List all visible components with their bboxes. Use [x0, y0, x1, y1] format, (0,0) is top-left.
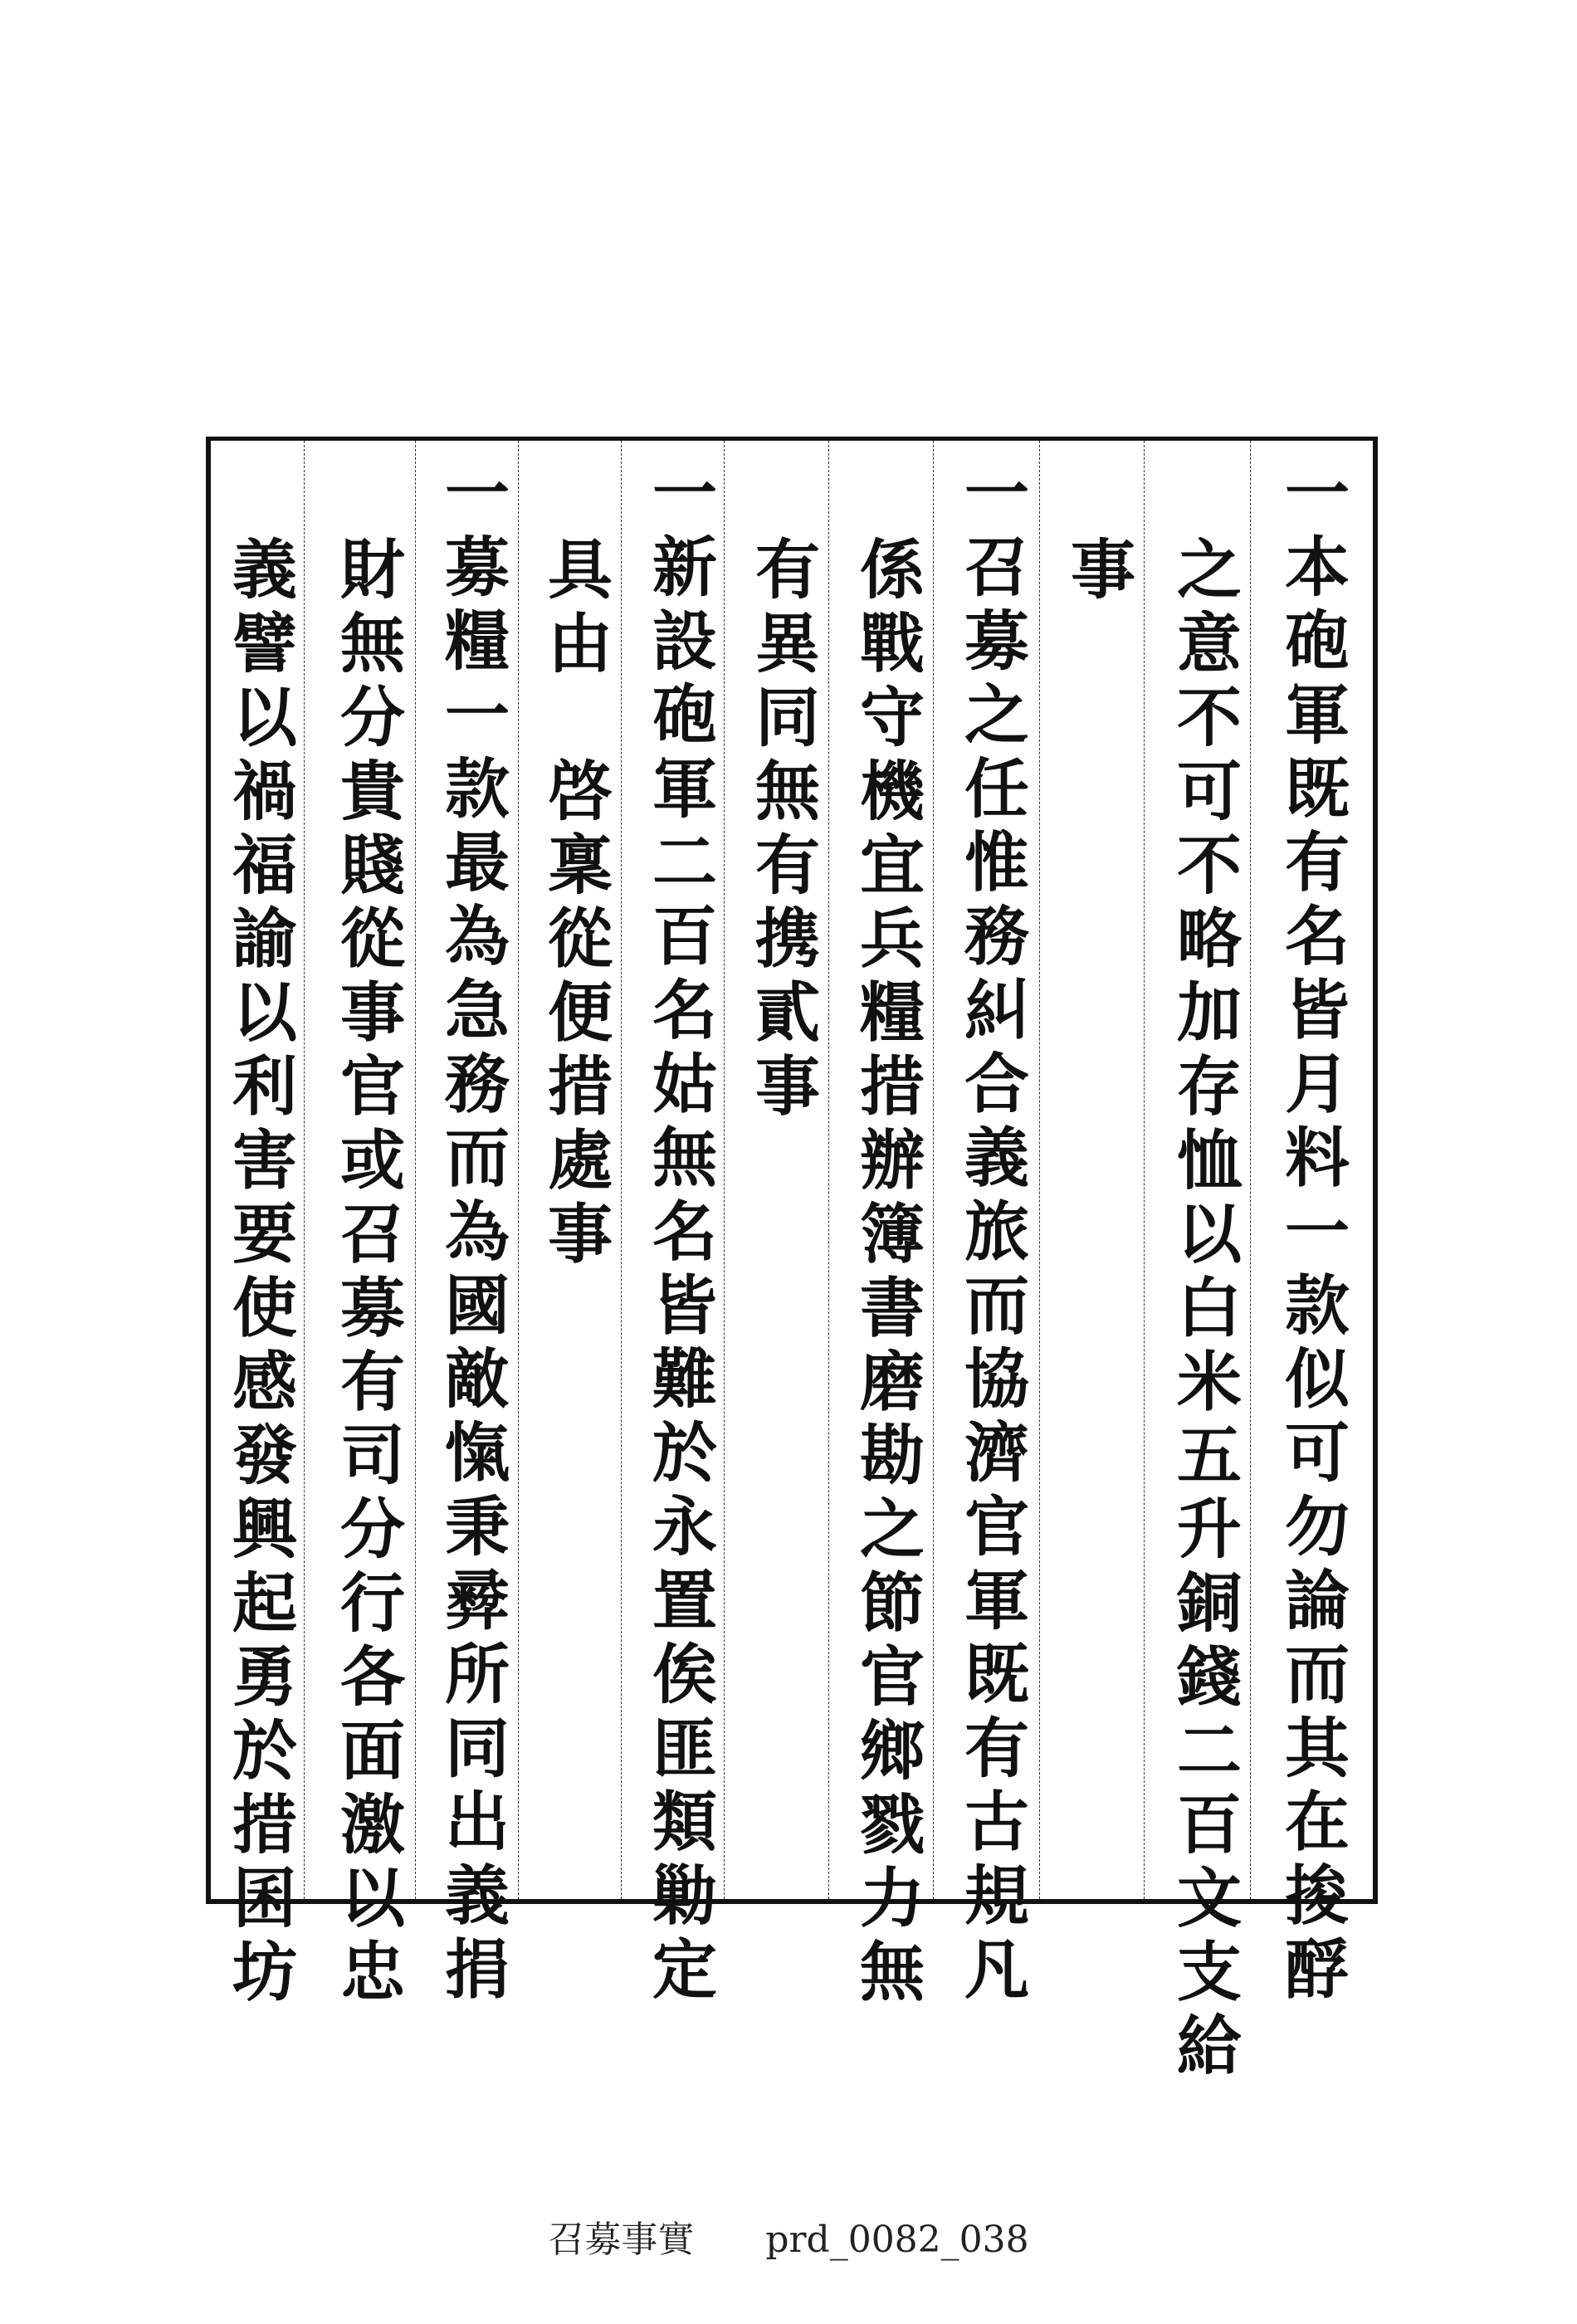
- column-text: 有異同無有携貳事: [745, 535, 820, 1126]
- column-text: 事: [1060, 535, 1135, 609]
- text-column: [1265, 441, 1358, 2009]
- column-text: 係戰守機宜兵糧措辦簿書磨勘之節官鄉戮力無: [849, 535, 925, 2012]
- text-column: [425, 441, 518, 2009]
- column-divider: [1250, 441, 1251, 1899]
- column-divider: [1144, 441, 1145, 1899]
- text-column: [632, 441, 725, 2009]
- column-divider: [828, 441, 829, 1899]
- column-text: 一召募之任惟務糾合義旅而協濟官軍既有古規凡: [954, 459, 1029, 2009]
- text-column: [1157, 441, 1250, 2086]
- footer-code: prd_0082_038: [765, 2219, 1029, 2261]
- column-text: 一募糧一款最為急務而為國敵愾秉彛所同出義捐: [434, 459, 510, 2009]
- column-divider: [518, 441, 519, 1899]
- column-text: 一新設砲軍二百名姑無名皆難於永置俟匪類勦定: [642, 459, 717, 2009]
- column-divider: [415, 441, 416, 1899]
- text-frame: [206, 437, 1378, 2086]
- column-text: 一本砲軍既有名皆月料一款似可勿論而其在捘酻: [1274, 459, 1350, 2009]
- page-footer: [0, 2209, 1577, 2263]
- text-column: [528, 441, 621, 1899]
- text-column: [840, 441, 933, 2012]
- text-column: [212, 441, 305, 2012]
- column-text: 財無分貴賤從事官或召募有司分行各面激以忠: [330, 535, 405, 2012]
- text-column: [945, 441, 1038, 2009]
- column-text: 之意不可不略加存恤以白米五升銅錢二百文支給: [1166, 535, 1242, 2086]
- footer-title: 召募事實: [548, 2219, 695, 2261]
- text-column: [320, 441, 413, 2012]
- column-text: 義譬以禍福諭以利害要使感發興起勇於措囷坊: [222, 535, 297, 2012]
- column-divider: [621, 441, 622, 1899]
- text-column: [735, 441, 828, 1899]
- column-text: 具由 啓稟從便措處事: [537, 535, 613, 1274]
- column-divider: [1039, 441, 1040, 1899]
- text-column: [1051, 441, 1144, 1899]
- column-divider: [933, 441, 934, 1899]
